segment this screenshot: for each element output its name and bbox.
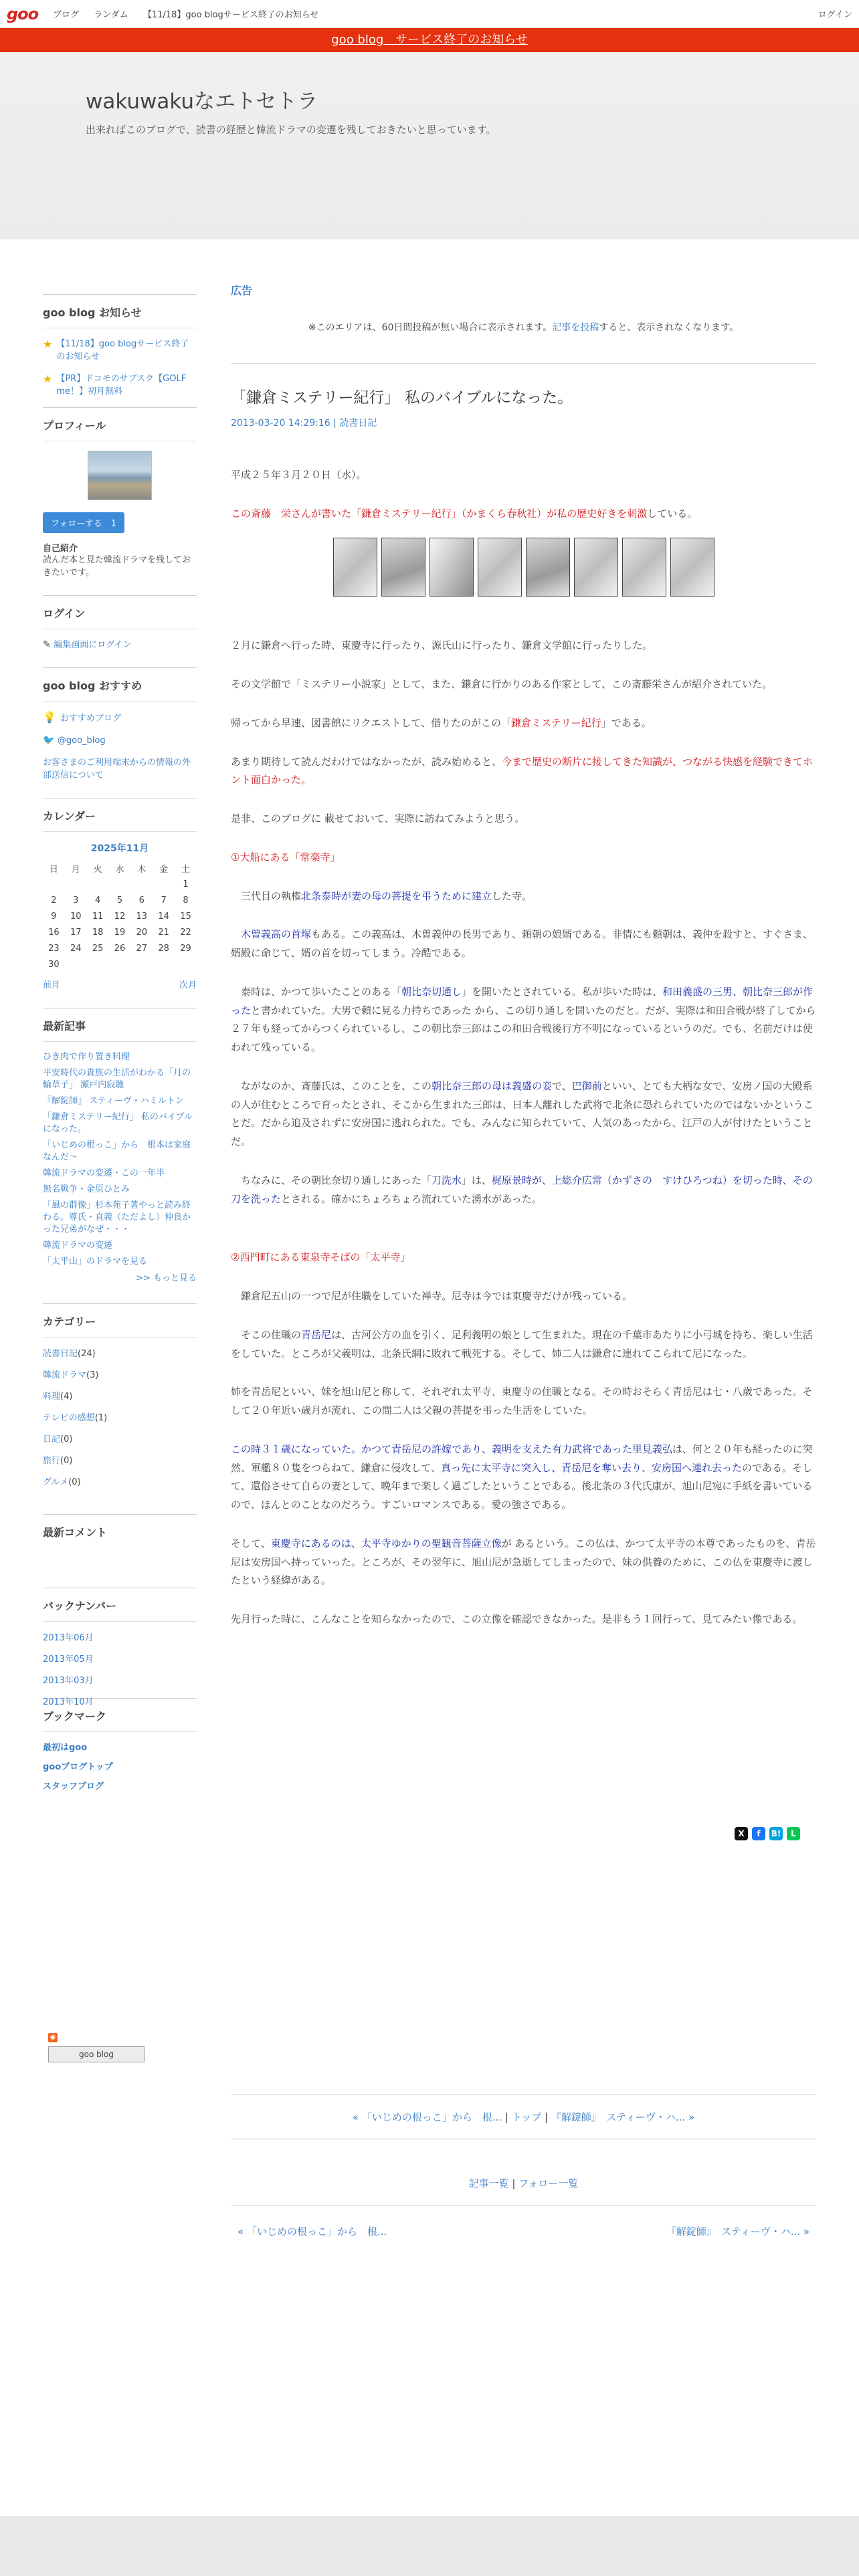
bookmark-section: [43, 1698, 197, 1793]
cal-day-header: 水: [115, 864, 124, 875]
privacy-link[interactable]: お客さまのご利用端末からの情報の外部送信について: [43, 758, 191, 780]
emphasis: 和田義盛の三男、朝比奈三郎が作った: [231, 985, 814, 1016]
cal-day-header: 月: [71, 864, 80, 875]
paragraph: [231, 714, 816, 733]
login-heading: ログイン: [43, 596, 197, 629]
cal-cell: 8: [183, 895, 189, 905]
recent-article-link[interactable]: ひき肉で作り置き料理: [43, 1052, 130, 1062]
text: で、: [552, 1079, 572, 1092]
emphasis: 刀洗水: [431, 1174, 462, 1186]
cal-cell: [87, 876, 109, 892]
calendar-heading: カレンダー: [43, 798, 197, 832]
recommend-section: [43, 667, 197, 782]
edit-login-link[interactable]: 編集画面にログイン: [54, 640, 132, 650]
emphasis: 朝比奈切通し: [401, 985, 462, 998]
recommend-blog-link[interactable]: おすすめブログ: [60, 714, 122, 724]
pencil-icon: ✎: [43, 639, 54, 650]
photo-thumbnail[interactable]: [381, 538, 425, 597]
emphasis: 梶原景時が、上総介広常（かずさの すけひろつね）を切った時、その刀を洗った: [231, 1174, 813, 1205]
paragraph: [231, 1440, 816, 1515]
cal-cell: 5: [116, 895, 123, 905]
emphasis: 斎藤 栄さんが書いた「鎌倉ミステリー紀行」（かまくら春秋社）が私の歴史好きを刺激: [251, 507, 648, 520]
cal-cell: 4: [94, 895, 101, 905]
section-heading: ①大船にある「常楽寺」: [231, 851, 341, 863]
top-bar: [0, 0, 859, 28]
recent-article-link[interactable]: 「風の群像」杉本苑子著やっと読み終わる。尊氏・直義（ただよし）仲良かった兄弟がなぜ・・・: [43, 1200, 191, 1235]
follow-button[interactable]: フォローする 1: [43, 512, 124, 533]
paragraph: [231, 505, 816, 524]
cal-cell: [65, 876, 87, 892]
ad-note-text: ※このエリアは、60日間投稿が無い場合に表示されます。: [308, 322, 553, 333]
category-count: (24): [78, 1349, 96, 1359]
category-count: (0): [68, 1477, 81, 1487]
prev-post-title[interactable]: 「いじめの根っこ」から 根...: [246, 2226, 387, 2238]
calendar-month[interactable]: 2025年11月: [90, 843, 149, 854]
cal-cell: [130, 956, 153, 972]
prev-post-link[interactable]: 「いじめの根っこ」から 根...: [361, 2111, 502, 2123]
emphasis: 西門町にある東泉寺そばの「太平寺」: [240, 1251, 411, 1264]
recent-article-link[interactable]: 「鎌倉ミステリー紀行」 私のバイブルになった。: [43, 1112, 193, 1134]
cal-cell: [153, 956, 175, 972]
nav-separator: |: [502, 2111, 512, 2123]
cal-cell: [87, 956, 109, 972]
text: 」である。: [601, 716, 652, 729]
emphasis: 東慶寺にあるのは、太平寺ゆかりの聖観音菩薩立像: [270, 1537, 502, 1549]
cal-cell: 30: [48, 959, 60, 970]
paragraph: その文学館で「ミステリー小説家」として、また、鎌倉に行かりのある作家として、この斎藤栄さんが紹介されていた。: [231, 678, 773, 691]
paragraph: 姉を青岳尼といい、妹を旭山尼と称して、それぞれ太平寺、東慶寺の住職となる。その時おそらく青岳尼は七・八歳であった。そして２０年近い歳月が流れ、この間二人は父親の菩提を弔った生活をしていた。: [231, 1386, 813, 1417]
comment-heading: 最新コメント: [43, 1526, 108, 1539]
cal-cell: [153, 876, 175, 892]
post-title[interactable]: 「鎌倉ミステリー紀行」 私のバイブルになった。: [231, 363, 816, 413]
sidebar: [43, 294, 197, 1793]
post-meta: [231, 415, 816, 433]
calendar-section: [43, 798, 197, 990]
cal-cell: 2: [51, 895, 57, 905]
more-link[interactable]: >> もっと見る: [136, 1273, 197, 1283]
text: あまり期待して読んだわけではなかったが、読み始めると、: [231, 755, 502, 768]
category-section: [43, 1303, 197, 1490]
paragraph: ２月に鎌倉へ行った時、東慶寺に行ったり、源氏山に行ったり、鎌倉文学館に行ったりした。: [231, 639, 653, 652]
top-nav: [53, 7, 330, 20]
hatena-share-icon[interactable]: B!: [769, 1827, 783, 1840]
login-section: [43, 595, 197, 651]
notice-link[interactable]: 【PR】ドコモのサブスク【GOLF me！】初月無料: [56, 374, 187, 397]
text: のである。そして、還俗させて自らの妻として、晩年まで楽しく過ごしたということである。後北条の３代氏康が、旭山尼宛に手紙を書いているので、ほんとのことなのだろう。すごいロマンスである。愛の強さである。: [231, 1461, 813, 1511]
category-heading: カテゴリー: [43, 1304, 197, 1337]
rss-area: [48, 2033, 149, 2062]
paragraph: 平成２５年３月２０日（水）。: [231, 468, 367, 481]
cal-cell: 6: [138, 895, 145, 905]
follow-list-link[interactable]: フォロー一覧: [518, 2177, 579, 2189]
cal-day-header: 土: [181, 864, 191, 875]
ad-heading: 広告: [231, 284, 253, 297]
cal-cell: [109, 956, 131, 972]
cal-cell: 3: [73, 895, 79, 905]
recent-heading: 最新記事: [43, 1008, 197, 1042]
profile-heading: プロフィール: [43, 408, 197, 441]
paragraph: 先月行った時に、こんなことを知らなかったので、この立像を確認できなかった。是非もう１回行って、見てみたい像である。: [231, 1613, 803, 1626]
photo-thumbnail[interactable]: [333, 538, 377, 597]
text: この時３１歳になっていた。: [231, 1442, 362, 1455]
twitter-icon: 🐦: [43, 735, 58, 746]
blog-title[interactable]: wakuwakuなエトセトラ: [86, 90, 318, 114]
facebook-share-icon[interactable]: f: [752, 1827, 765, 1840]
category-count: (3): [86, 1370, 99, 1380]
photo-thumbnail[interactable]: [430, 538, 474, 597]
category-item[interactable]: [43, 1390, 197, 1404]
backnumber-link[interactable]: 2013年05月: [43, 1654, 94, 1665]
photo-thumbnail[interactable]: [670, 538, 714, 597]
text: が あるという。この仏は、かつて太平寺の本尊であったものを、青岳尼は安房国へ持っていった。ところが、その翌年に、旭山尼が急逝してしまったので、妹の供養のために、この仏を東慶寺に渡したという経緯がある。: [231, 1537, 816, 1587]
text: ながなのか、斎藤氏は、このことを、この: [231, 1079, 432, 1092]
text: した寺。: [492, 889, 533, 902]
cal-cell: 15: [180, 911, 191, 922]
cal-cell: 19: [114, 927, 126, 938]
ad-note: [231, 320, 816, 337]
paragraph: 鎌倉尼五山の一つで尼が住職をしていた禅寺。尼寺は今では東慶寺だけが残っている。: [231, 1290, 633, 1303]
backnumber-heading: バックナンバー: [43, 1588, 197, 1622]
blog-description: 出来ればこのブログで、読書の経歴と韓流ドラマの変遷を残しておきたいと思っています。: [86, 124, 496, 136]
article-list-link[interactable]: 記事一覧: [468, 2177, 509, 2189]
recent-article-link[interactable]: 「太平山」のドラマを見る: [43, 1257, 148, 1267]
emphasis: 鎌倉ミステリー紀行: [511, 716, 601, 729]
photo-thumbnail[interactable]: [526, 538, 570, 597]
nav-separator: |: [508, 2177, 519, 2189]
post-nav-bottom: [231, 2224, 816, 2238]
comment-section: [43, 1514, 197, 1547]
category-item[interactable]: [43, 1454, 197, 1469]
backnumber-section: [43, 1588, 197, 1707]
meta-separator: |: [330, 418, 340, 429]
nav-separator: |: [541, 2111, 551, 2123]
cal-cell: 16: [48, 927, 60, 938]
recent-article-link[interactable]: 「いじめの根っこ」から 根本は家庭なんだ〜: [43, 1140, 191, 1162]
next-post-link-bottom[interactable]: 『解錠師』 スティーヴ・ハ... »: [666, 2226, 809, 2238]
category-item[interactable]: [43, 1475, 197, 1490]
cal-cell: 1: [183, 879, 189, 889]
paragraph: 是非、このブログに 載せておいて、実際に訪ねてみようと思う。: [231, 813, 525, 825]
goo-blog-badge[interactable]: goo blog: [48, 2046, 145, 2062]
category-name[interactable]: テレビの感想: [43, 1413, 95, 1423]
paragraph: [231, 1172, 816, 1209]
ad-note-text: すると、表示されなくなります。: [599, 322, 739, 333]
cal-cell: 23: [48, 943, 60, 954]
cal-cell: 12: [114, 911, 126, 922]
backnumber-link[interactable]: 2013年06月: [43, 1633, 94, 1643]
photo-thumbnail[interactable]: [478, 538, 522, 597]
paragraph: [231, 1535, 816, 1590]
category-item[interactable]: [43, 1347, 197, 1362]
service-end-alert[interactable]: goo blog サービス終了のお知らせ: [0, 28, 859, 52]
text: 帰ってから早速、図書館にリクエストして、借りたのがこの「: [231, 716, 512, 729]
recent-article-link[interactable]: 無名戦争・金原ひとみ: [43, 1184, 130, 1194]
bulb-icon: 💡: [43, 711, 56, 724]
self-intro-text: 読んだ本と見た韓流ドラマを残しておきたいです。: [43, 555, 191, 578]
line-share-icon[interactable]: L: [787, 1827, 800, 1840]
paragraph: [231, 1077, 816, 1152]
goo-logo[interactable]: goo: [7, 4, 39, 23]
login-link[interactable]: ログイン: [818, 10, 852, 20]
cal-cell: 25: [92, 943, 104, 954]
nav-arrow: »: [685, 2111, 695, 2123]
star-icon: ★: [43, 338, 53, 350]
photo-gallery: [231, 538, 816, 597]
bookmark-link[interactable]: gooブログトップ: [43, 1762, 113, 1772]
text: そこの住職の: [231, 1328, 302, 1341]
notice-section: [43, 294, 197, 398]
share-buttons: [735, 1827, 800, 1840]
list-nav: [231, 2161, 816, 2206]
paragraph: [231, 926, 816, 963]
profile-section: [43, 407, 197, 579]
emphasis: 北条泰時が妻の母の菩提を弔うために建立: [301, 889, 492, 902]
cal-cell: 29: [180, 943, 191, 954]
backnumber-link[interactable]: 2013年03月: [43, 1676, 94, 1686]
emphasis: かつて青岳尼の許嫁であり、義明を支えた有力武将であった里見義弘: [361, 1442, 672, 1455]
emphasis: 木曽義高の首塚: [241, 928, 312, 941]
goo-blog-twitter-link[interactable]: @goo_blog: [57, 736, 106, 746]
text: 」を開いたとされている。私が歩いた時は、: [462, 985, 663, 998]
x-share-icon[interactable]: X: [735, 1827, 748, 1840]
category-name[interactable]: 韓流ドラマ: [43, 1370, 87, 1380]
footer: [0, 2516, 859, 2576]
recommend-heading: goo blog おすすめ: [43, 668, 197, 702]
cal-cell: 14: [158, 911, 169, 922]
text: は、何と２０年も経ったのに突然、軍艦８０隻をつらねて、鎌倉に侵攻して、: [231, 1442, 813, 1474]
text: もある。この義高は、木曽義仲の長男であり、頼朝の娘婿である。非情にも頼朝は、義仲を殺すと、すぐさま、婿殿に命じて、婿の首を切ってしまう。冷酷である。: [231, 928, 814, 960]
nav-blog[interactable]: ブログ: [53, 10, 80, 20]
cal-cell: 26: [114, 943, 126, 954]
cal-cell: 7: [161, 895, 167, 905]
cal-cell: [65, 956, 87, 972]
main-content: [231, 281, 816, 1649]
cal-day-header: 日: [49, 864, 58, 875]
cal-cell: [175, 956, 197, 972]
notice-link[interactable]: 【11/18】goo blogサービス終了のお知らせ: [56, 339, 189, 362]
recent-section: [43, 1008, 197, 1285]
self-intro-heading: 自己紹介: [43, 544, 78, 554]
calendar-table: [43, 860, 197, 972]
category-item[interactable]: [43, 1432, 197, 1447]
category-count: (4): [60, 1392, 73, 1402]
post-category-link[interactable]: 読書日記: [339, 418, 377, 429]
rss-icon[interactable]: ◉: [48, 2033, 58, 2042]
text: ②: [231, 1251, 240, 1264]
paragraph: [231, 983, 816, 1057]
text: と書かれていた。大男で頼に見る力持ちであった から、この切り通しを開いたのだと。だが、実際は和田合戦が終了してから２７年も経ってからつくられているし、この朝比奈三郎はこの和田合戦後行方不明になっているというのだ。でも、名前だけは使われて残っている。: [231, 1004, 816, 1054]
category-name[interactable]: 旅行: [43, 1456, 61, 1466]
post-nav-top: [231, 2095, 816, 2139]
text: [231, 928, 241, 940]
cal-cell: 13: [136, 911, 148, 922]
text: 泰時は、かつて歩いたことのある「: [231, 985, 402, 998]
recent-article-link[interactable]: 韓流ドラマの変遷: [43, 1241, 113, 1251]
next-post-title[interactable]: 『解錠師』 スティーヴ・ハ...: [666, 2226, 801, 2238]
prev-post-link-bottom[interactable]: « 「いじめの根っこ」から 根...: [237, 2226, 387, 2238]
cal-cell: 10: [70, 911, 82, 922]
top-link[interactable]: トップ: [511, 2111, 542, 2123]
cal-next-link[interactable]: 次月: [179, 980, 197, 990]
cal-cell: 20: [136, 927, 148, 938]
backnumber-list: [43, 1631, 197, 1707]
emphasis: 朝比奈三郎の母は義盛の妾: [432, 1079, 553, 1092]
text: 」は、: [461, 1174, 492, 1186]
bookmark-heading: ブックマーク: [43, 1699, 197, 1732]
category-name[interactable]: 料理: [43, 1392, 61, 1402]
category-count: (0): [60, 1456, 73, 1466]
paragraph: [231, 887, 816, 906]
category-name[interactable]: 読書日記: [43, 1349, 78, 1359]
photo-thumbnail[interactable]: [574, 538, 618, 597]
bookmark-link[interactable]: 最初はgoo: [43, 1743, 88, 1753]
text: ちなみに、その朝比奈切り通しにあった「: [231, 1174, 432, 1186]
star-icon: ★: [43, 372, 53, 385]
cal-cell: [109, 876, 131, 892]
cal-day-header: 火: [93, 864, 102, 875]
category-item[interactable]: [43, 1368, 197, 1383]
emphasis: 青岳尼: [301, 1328, 332, 1341]
nav-random[interactable]: ランダム: [94, 10, 128, 20]
cal-prev-link[interactable]: 前月: [43, 980, 61, 990]
emphasis: 真っ先に太平寺に突入し、青岳尼を奪い去り、安房国へ連れ去った: [441, 1461, 743, 1474]
cal-cell: 24: [70, 943, 82, 954]
blog-header: [0, 52, 859, 239]
cal-day-header: 木: [137, 864, 147, 875]
text: とされる。確かにちょろちょろ流れていた湧水があった。: [281, 1192, 542, 1205]
nav-notice[interactable]: 【11/18】goo blogサービス終了のお知らせ: [142, 10, 319, 20]
cal-cell: 17: [70, 927, 82, 938]
cal-cell: [43, 876, 65, 892]
notice-item: [43, 338, 197, 363]
cal-cell: 27: [136, 943, 148, 954]
text: この: [231, 507, 252, 520]
cal-cell: 22: [180, 927, 191, 938]
cal-day-header: 金: [159, 864, 169, 875]
text: といい、とても大柄な女で、安房ノ国の大殿系の人が住むところで育ったとされ、そこから生まれた三郎は、日本人離れした武将で北条に恐れられていたのではないかということだ。だから追及されずに安房国に逃れられた。でも、みんなに知られていて、人気のあったから、江戸の人が付けたということだ。: [231, 1079, 814, 1148]
notice-item: [43, 372, 197, 398]
text: 三代目の執権: [231, 889, 302, 902]
cal-cell: 18: [92, 927, 104, 938]
category-name[interactable]: 日記: [43, 1434, 61, 1444]
section-heading: [231, 1249, 816, 1267]
paragraph: [231, 753, 816, 790]
emphasis: 巴御前: [571, 1079, 602, 1092]
nav-arrow: «: [352, 2111, 362, 2123]
bookmark-link[interactable]: スタッフブログ: [43, 1782, 104, 1792]
recent-article-link[interactable]: 韓流ドラマの変遷・この一年半: [43, 1168, 165, 1178]
cal-cell: 28: [158, 943, 169, 954]
text: している。: [647, 507, 698, 520]
category-item[interactable]: [43, 1411, 197, 1426]
text: そして、: [231, 1537, 271, 1549]
post-date: 2013-03-20 14:29:16: [231, 418, 330, 429]
notice-heading: goo blog お知らせ: [43, 295, 197, 328]
recent-article-link[interactable]: 『解錠師』 スティーヴ・ハミルトン: [43, 1096, 184, 1106]
recent-article-link[interactable]: 平安時代の貴族の生活がわかる「月の輪草子」 瀬戸内寂聴: [43, 1068, 191, 1090]
cal-cell: [130, 876, 153, 892]
photo-thumbnail[interactable]: [622, 538, 666, 597]
text: は、古河公方の血を引く、足利義明の娘として生まれた。現在の千葉市あたりに小弓城を持ち、楽しい生活をしていた。ところが父義明は、北条氏綱に敗れて戦死する。そして、姉二人は鎌倉に連れてこられて尼になった。: [231, 1328, 813, 1360]
backnumber-link[interactable]: 2013年10月: [43, 1697, 94, 1707]
next-post-link[interactable]: 『解錠師』 スティーヴ・ハ...: [551, 2111, 686, 2123]
cal-cell: 11: [92, 911, 104, 922]
category-count: (0): [60, 1434, 73, 1444]
cal-cell: 21: [158, 927, 169, 938]
category-name[interactable]: グルメ: [43, 1477, 69, 1487]
emphasis: 今まで歴史の断片に接してきた知識が、つながる快感を経験できてホント面白かった。: [231, 755, 814, 786]
cal-cell: 9: [51, 911, 57, 922]
paragraph: [231, 1326, 816, 1364]
category-count: (1): [94, 1413, 108, 1423]
post-article-link[interactable]: 記事を投稿: [552, 322, 599, 333]
profile-image[interactable]: [88, 451, 152, 500]
calendar-nav: [43, 978, 197, 990]
